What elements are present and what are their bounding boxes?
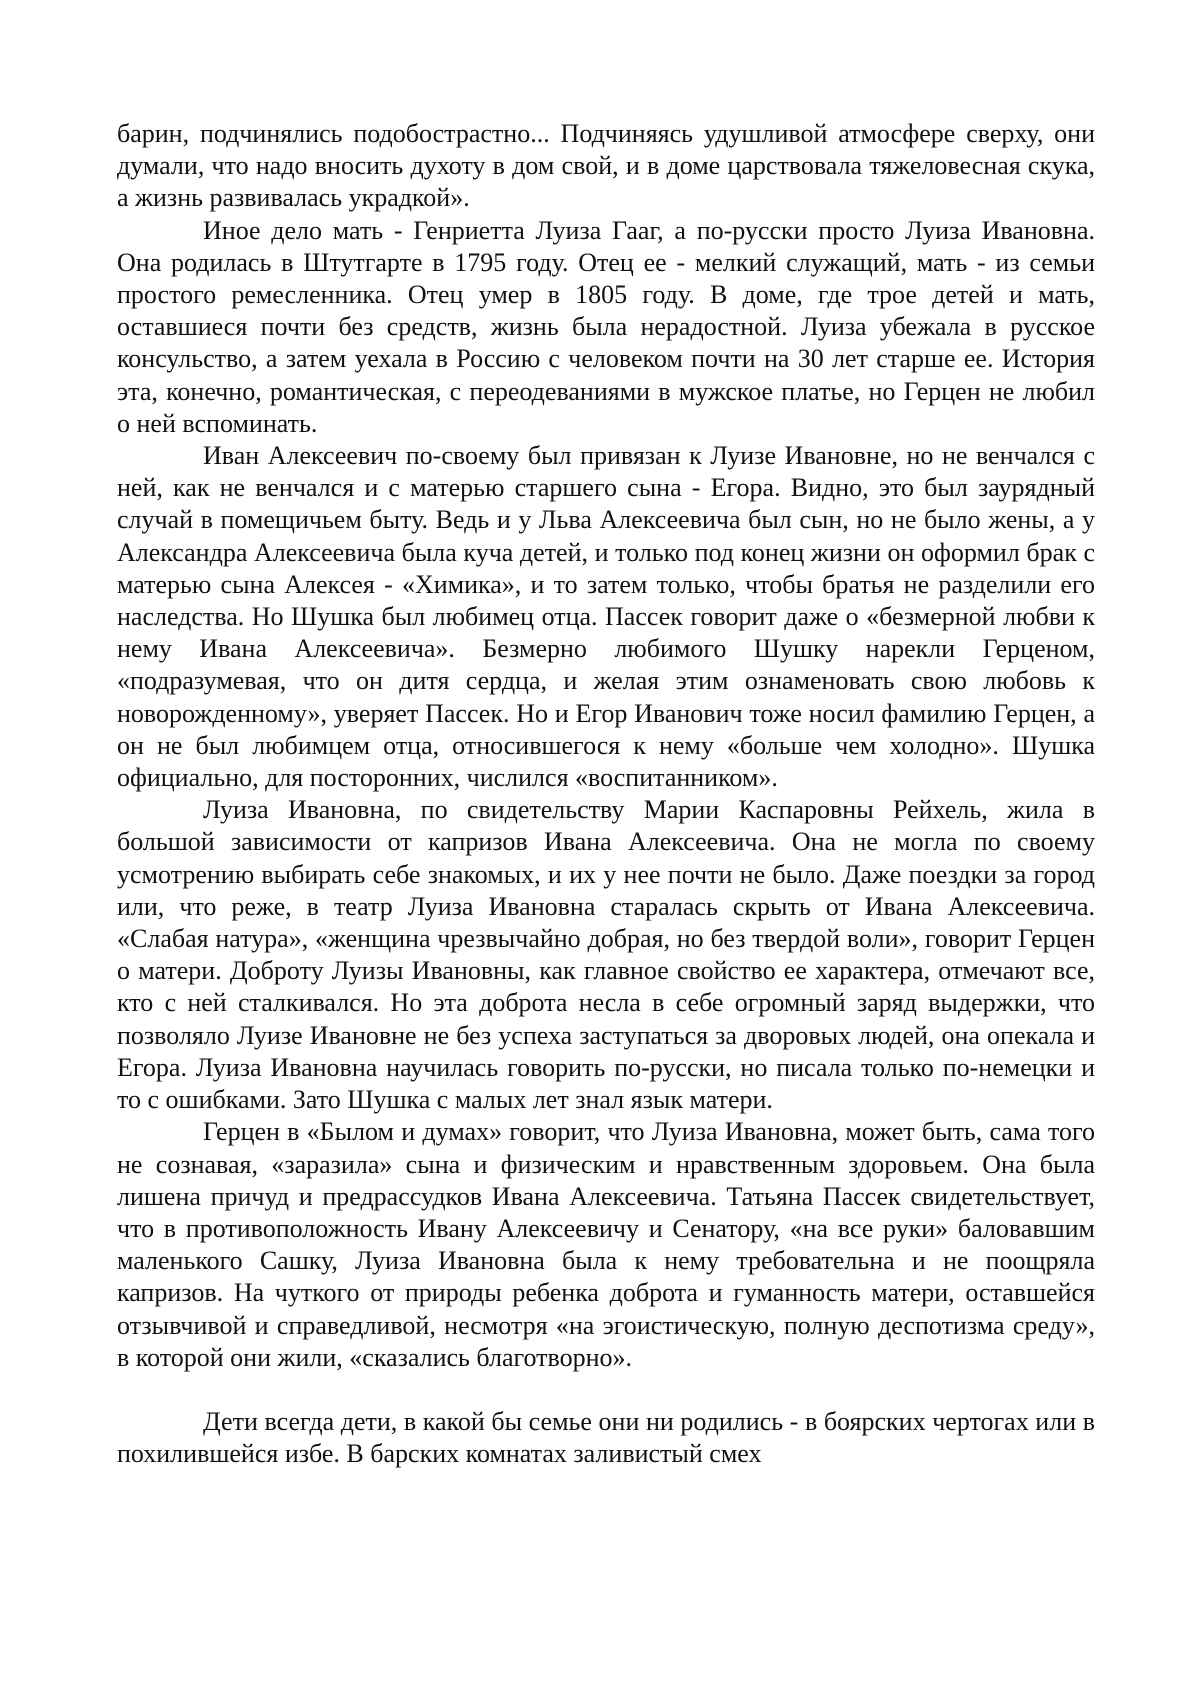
paragraph-herzen-memoir: Герцен в «Былом и думах» говорит, что Луиза Ивановна, может быть, сама того не сознавая, «заразила» сына и физическим и нравственным здоровьем. Она была лишена причуд и предрассудков Ивана Алексеевича. Татьяна Пассек свидетельствует, что в противоположность Ивану Алексеевичу и Сенатору, «на все руки» баловавшим маленького Сашку, Луиза Ивановна была к нему требовательна и не поощряла капризов. На чуткого от природы ребенка доброта и гуманность матери, оставшейся отзывчивой и справедливой, несмотря «на эгоистическую, полную деспотизма среду», в которой они жили, «сказались благотворно». [117, 1117, 1095, 1372]
document-page [117, 118, 1095, 1470]
paragraph-luiza: Луиза Ивановна, по свидетельству Марии Каспаровны Рейхель, жила в большой зависимости от капризов Ивана Алексеевича. Она не могла по своему усмотрению выбирать себе знакомых, и их у нее почти не было. Даже поездки за город или, что реже, в театр Луиза Ивановна старалась скрыть от Ивана Алексеевича. «Слабая натура», «женщина чрезвычайно добрая, но без твердой воли», говорит Герцен о матери. Доброту Луизы Ивановны, как главное свойство ее характера, отмечают все, кто с ней сталкивался. Но эта доброта несла в себе огромный заряд выдержки, что позволяло Луизе Ивановне не без успеха заступаться за дворовых людей, она опекала и Егора. Луиза Ивановна научилась говорить по-русски, но писала только по-немецки и то с ошибками. Зато Шушка с малых лет знал язык матери. [117, 795, 1095, 1115]
paragraph-children: Дети всегда дети, в какой бы семье они ни родились - в боярских чертогах или в похилившейся избе. В барских комнатах заливистый смех [117, 1406, 1095, 1469]
paragraph-continuation: барин, подчинялись подобострастно... Подчиняясь удушливой атмосфере сверху, они думали, что надо вносить духоту в дом свой, и в доме царствовала тяжеловесная скука, а жизнь развивалась украдкой». [117, 119, 1095, 213]
paragraph-father: Иван Алексеевич по-своему был привязан к Луизе Ивановне, но не венчался с ней, как не венчался и с матерью старшего сына - Егора. Видно, это был заурядный случай в помещичьем быту. Ведь и у Льва Алексеевича был сын, но не было жены, а у Александра Алексеевича была куча детей, и только под конец жизни он оформил брак с матерью сына Алексея - «Химика», и то затем только, чтобы братья не разделили его наследства. Но Шушка был любимец отца. Пассек говорит даже о «безмерной любви к нему Ивана Алексеевича». Безмерно любимого Шушку нарекли Герценом, «подразумевая, что он дитя сердца, и желая этим ознаменовать свою любовь к новорожденному», уверяет Пассек. Но и Егор Иванович тоже носил фамилию Герцен, а он не был любимцем отца, относившегося к нему «больше чем холодно». Шушка официально, для посторонних, числился «воспитанником». [117, 441, 1095, 793]
paragraph-mother: Иное дело мать - Генриетта Луиза Гааг, а по-русски просто Луиза Ивановна. Она родилась в Штутгарте в 1795 году. Отец ее - мелкий служащий, мать - из семьи простого ремесленника. Отец умер в 1805 году. В доме, где трое детей и мать, оставшиеся почти без средств, жизнь была нерадостной. Луиза убежала в русское консульство, а затем уехала в Россию с человеком почти на 30 лет старше ее. История эта, конечно, романтическая, с переодеваниями в мужское платье, но Герцен не любил о ней вспоминать. [117, 215, 1095, 438]
